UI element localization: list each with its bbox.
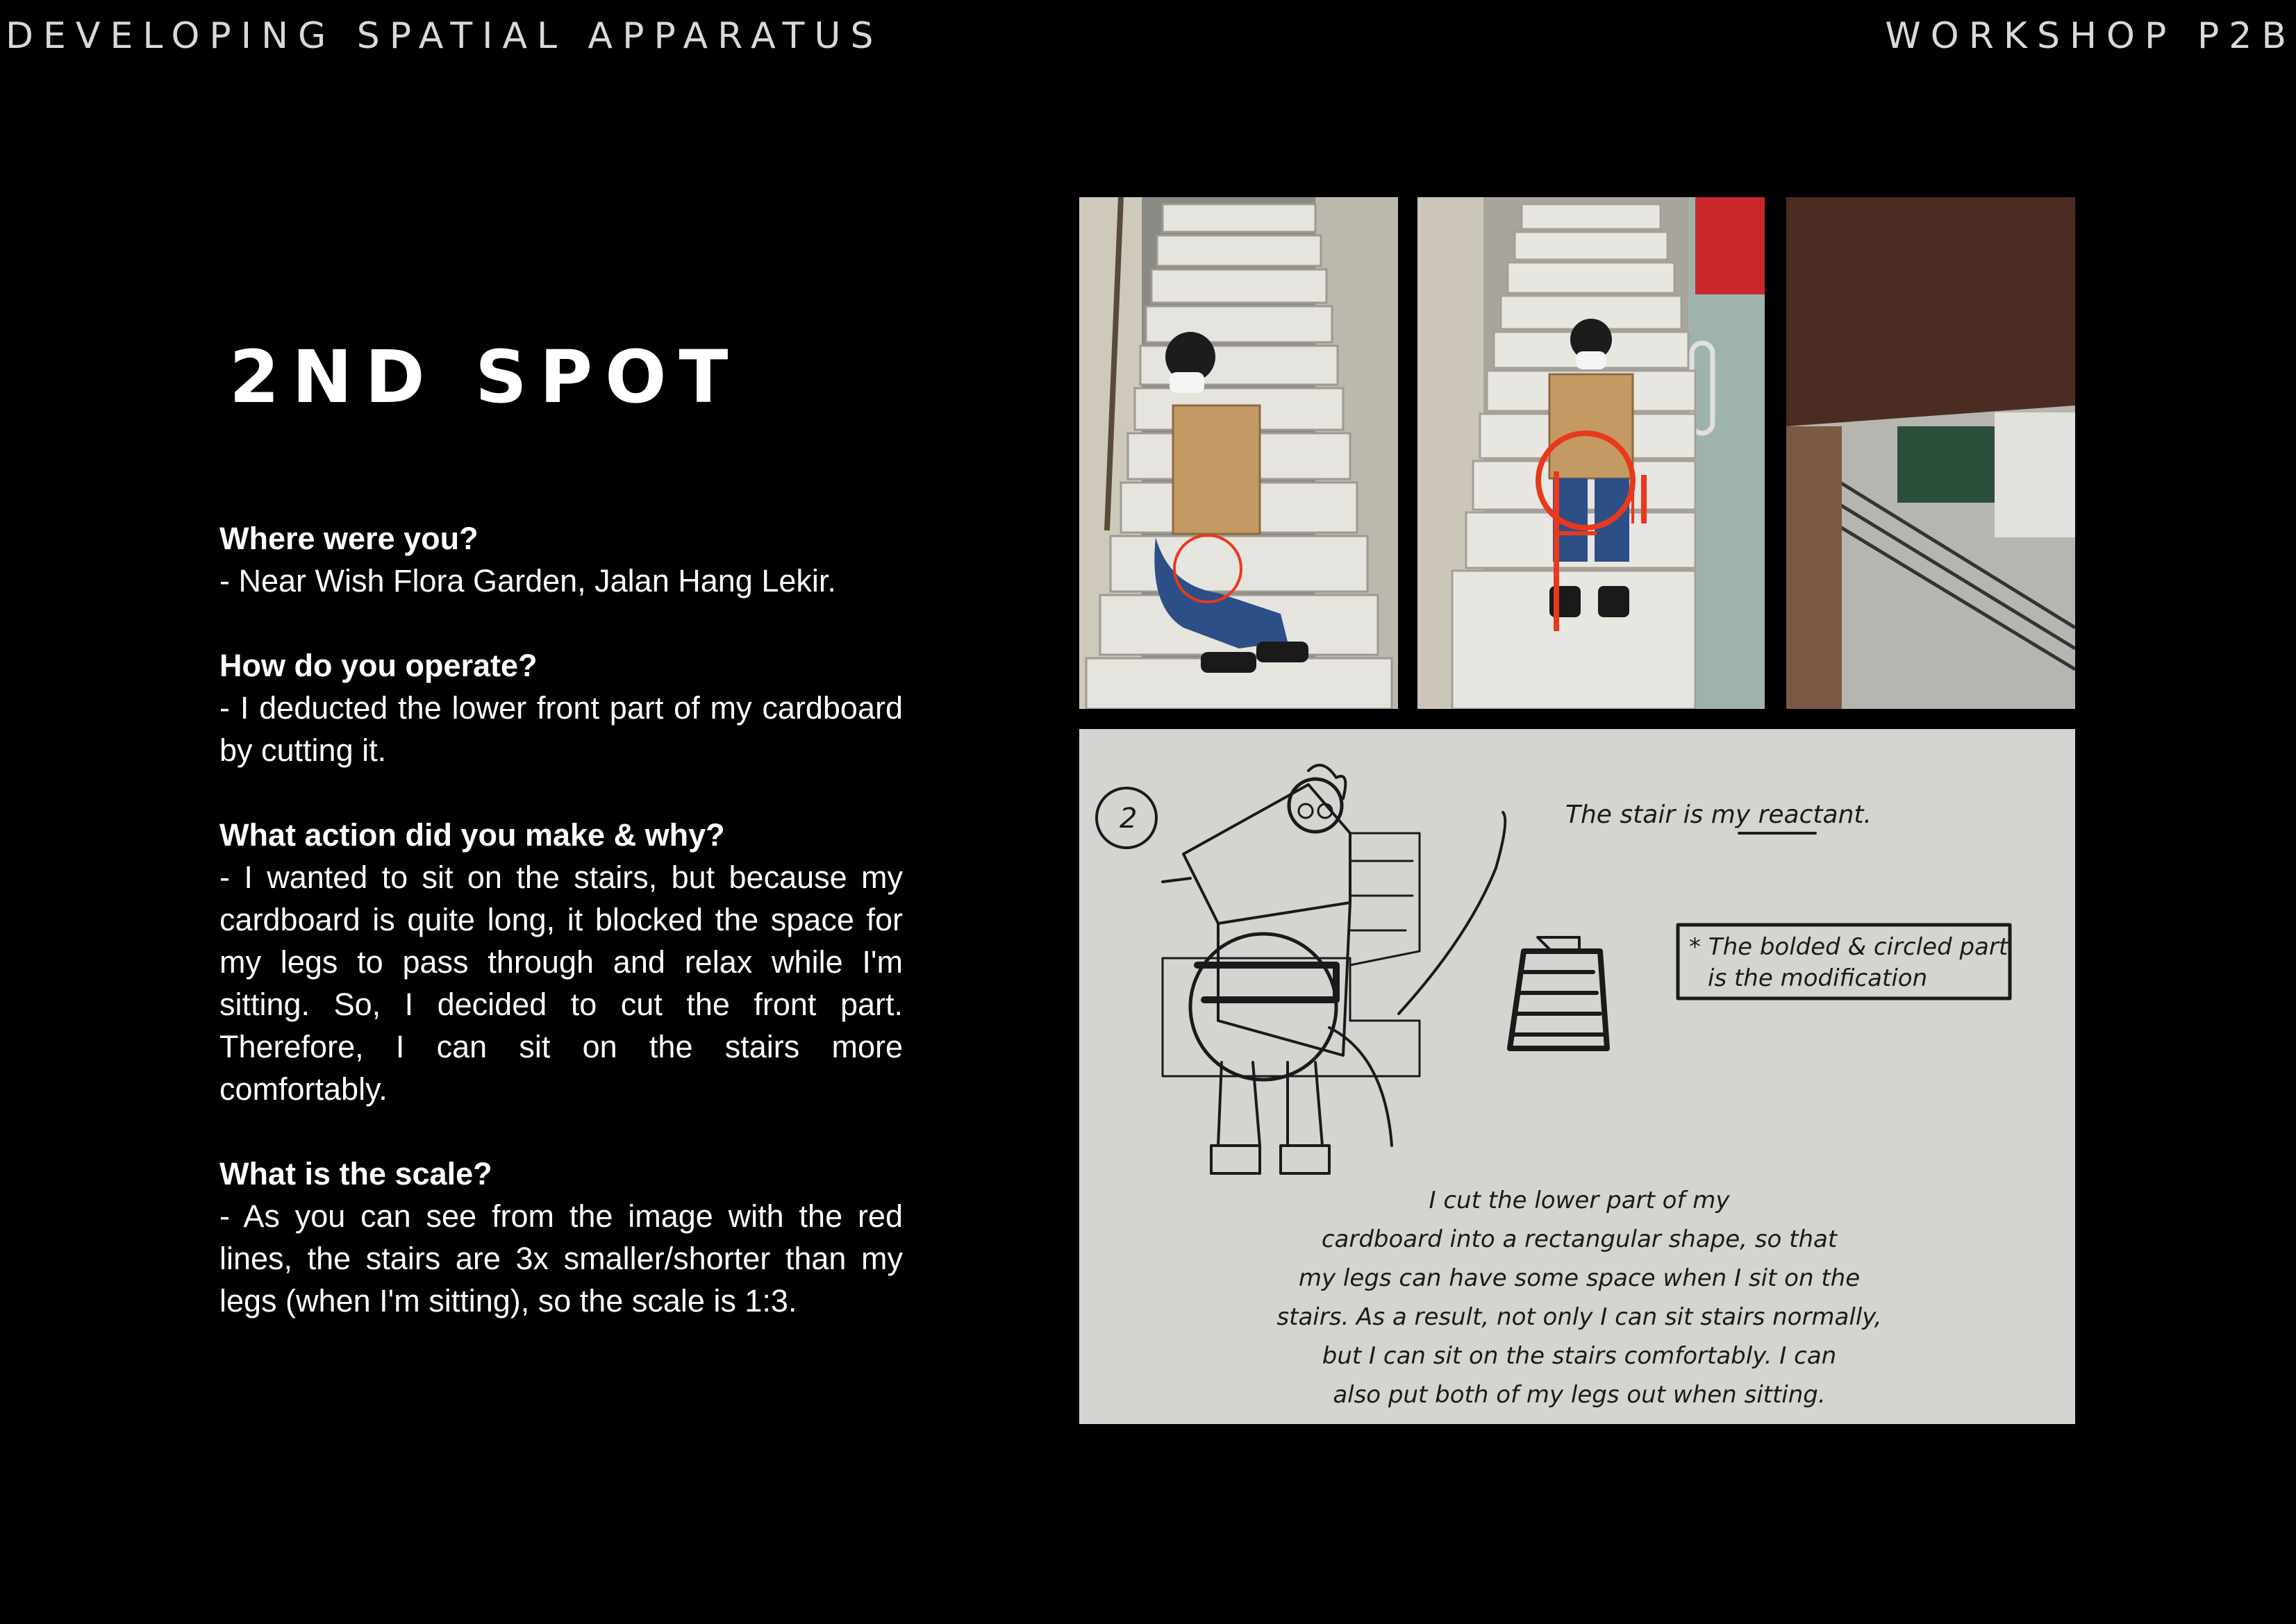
sketch-caption-line: stairs. As a result, not only I can sit stairs normally, (1276, 1303, 1882, 1331)
sketch-box-note-line1: * The bolded & circled part (1689, 933, 2008, 961)
question: Where were you? (219, 521, 479, 556)
question: How do you operate? (219, 648, 538, 683)
sketch-caption-line: I cut the lower part of my (1429, 1187, 1730, 1214)
sketch-box-note-line2: is the modification (1708, 964, 1928, 992)
sketch-caption-line: cardboard into a rectangular shape, so that (1321, 1225, 1838, 1253)
sketch-number: 2 (1120, 803, 1138, 835)
answer: - I deducted the lower front part of my cardboard by cutting it. (219, 690, 903, 768)
sketch-panel (1079, 729, 2075, 1424)
sketch-reactant-note: The stair is my reactant. (1565, 801, 1872, 829)
photo-inside-cardboard-view (1786, 197, 2075, 709)
qa-item (219, 1153, 903, 1322)
page-title: 2ND SPOT (229, 335, 741, 419)
answer: - I wanted to sit on the stairs, but because my cardboard is quite long, it blocked the space for my legs to pass through and relax while I'm sitting. So, I decided to cut the front part. Therefore, I can sit on the stairs more comfortably. (219, 860, 903, 1107)
qa-item (219, 644, 903, 771)
qa-item (219, 517, 903, 602)
question: What action did you make & why? (219, 817, 725, 853)
sketch-caption-line: but I can sit on the stairs comfortably. I can (1322, 1342, 1837, 1370)
photo-stairs-sitting-front-scale (1417, 197, 1765, 709)
header-project-title: DEVELOPING SPATIAL APPARATUS (6, 15, 883, 57)
answer: - As you can see from the image with the red lines, the stairs are 3x smaller/shorter than my legs (when I'm sitting), so the scale is 1:3. (219, 1198, 903, 1319)
sketch-caption-line: my legs can have some space when I sit on the (1298, 1264, 1861, 1292)
qa-item (219, 814, 903, 1110)
header-workshop-label: WORKSHOP P2B (1885, 15, 2296, 57)
photo-stairs-sitting-side (1079, 197, 1398, 709)
question: What is the scale? (219, 1156, 492, 1191)
qa-column (219, 517, 903, 1364)
sketch-caption-line: also put both of my legs out when sitting. (1333, 1381, 1826, 1409)
answer: - Near Wish Flora Garden, Jalan Hang Lekir. (219, 563, 836, 598)
